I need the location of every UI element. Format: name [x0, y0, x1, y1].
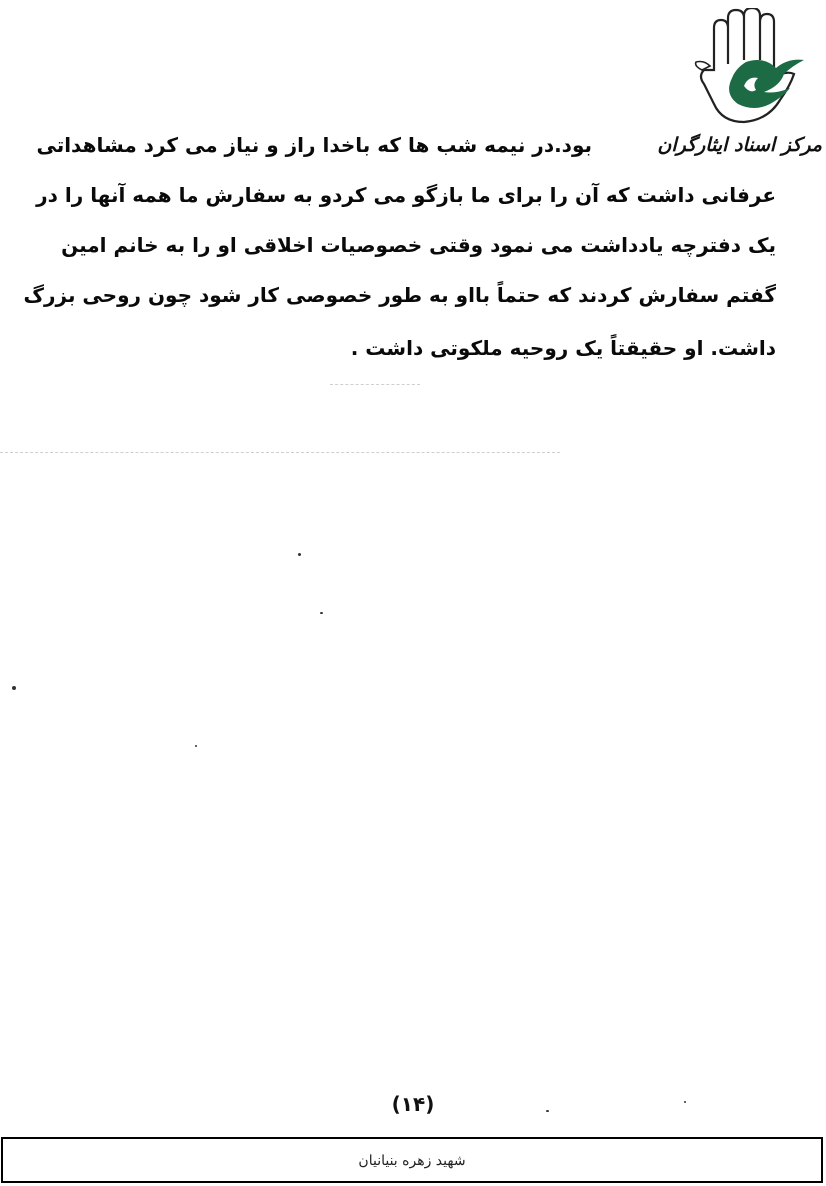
scan-speck [298, 553, 301, 556]
scan-speck [12, 686, 16, 690]
text-line: بود.در نیمه شب ها که باخدا راز و نیاز می کرد مشاهداتی [36, 133, 592, 157]
scan-artifact [330, 384, 420, 385]
scan-speck [320, 612, 323, 614]
logo [694, 8, 806, 128]
text-line: یک دفترچه یادداشت می نمود وقتی خصوصیات اخلاقی او را به خانم امین [61, 233, 776, 257]
scan-artifact [0, 452, 560, 453]
text-line: داشت. او حقیقتاً یک روحیه ملکوتی داشت . [350, 336, 776, 360]
footer-title: شهید زهره بنیانیان [358, 1153, 466, 1169]
hand-dove-logo-icon [694, 8, 806, 128]
logo-caption: مرکز اسناد ایثارگران [657, 134, 822, 156]
page-number: (۱۴) [391, 1092, 435, 1116]
footer-box [1, 1137, 823, 1183]
scan-speck [195, 745, 197, 747]
text-line: عرفانی داشت که آن را برای ما بازگو می کردو به سفارش ما همه آنها را در [36, 183, 776, 207]
text-line: گفتم سفارش کردند که حتماً بااو به طور خصوصی کار شود چون روحی بزرگ [23, 283, 776, 307]
